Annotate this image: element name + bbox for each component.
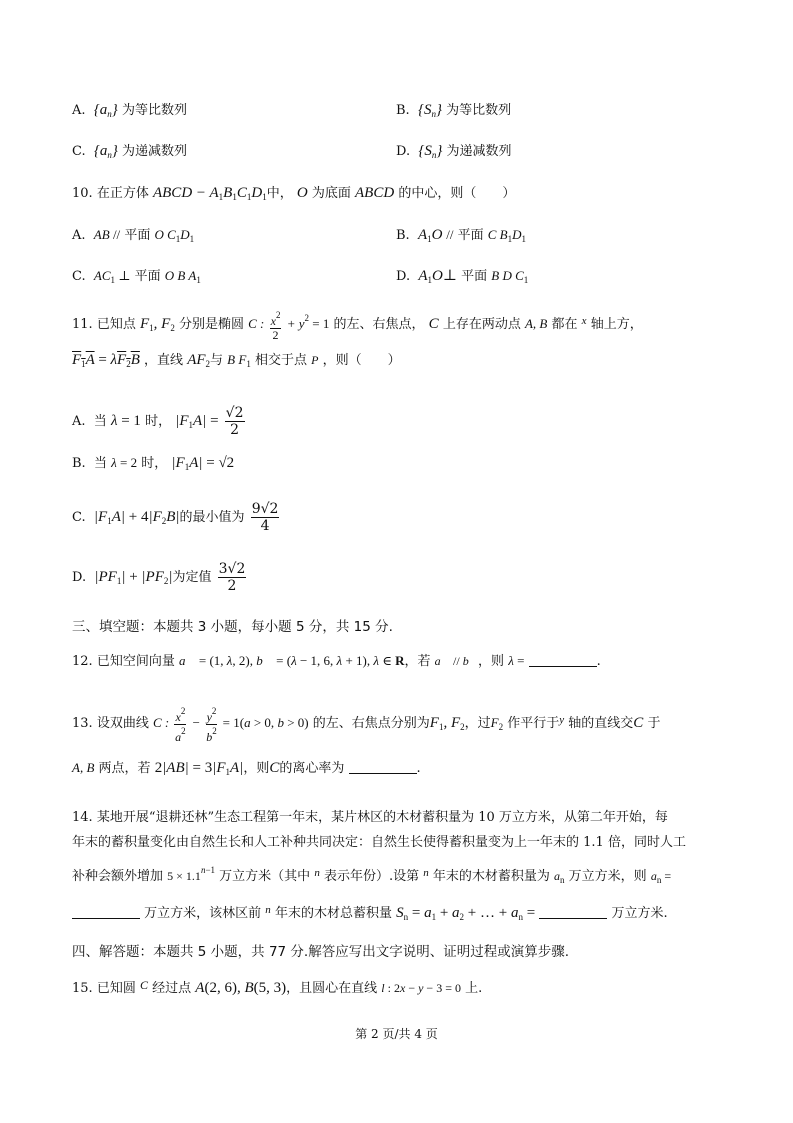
q10-option-c: C. $AC_1$ ⊥ 平面 O B $A_1$ <box>72 268 201 285</box>
q9-option-c: C. $\{a_n\}$ 为递减数列 <box>72 143 188 160</box>
q14-line3: 补种会额外增加 $5 \times 1.1^{n-1}$ 万立方米（其中 $^n$ 表示年份）.设第 $^n$ 年末的木材蓄积量为 $a_n$ 万立方米，则 $a_n$ = <box>72 865 672 885</box>
q9-option-d: D. $\{S_n\}$ 为递减数列 <box>396 143 512 160</box>
q9-option-a: A. $\{a_n\}$ 为等比数列 <box>72 102 187 119</box>
seq-sn: $\{S_n\}$ <box>417 102 442 119</box>
points-ab: A(2, 6), B(5, 3) <box>195 980 287 996</box>
q11-stem-line2: $F_1A = \lambda F_2B$ ，直线 $AF_2$与 B $F_1$ 相交于点 P ，则（ ） <box>72 352 401 369</box>
q14-line2: 年末的蓄积量变化由自然生长和人工补种共同决定：自然生长使得蓄积量变为上一年末的 1.1 倍，同时人工 <box>72 835 686 850</box>
sum-formula: $S_n = a_1 + a_2$ + … + $a_n$ = <box>396 905 536 922</box>
q11-option-d: D. $|PF_1| + |PF_2|$为定值 $\frac{3√2}{2}$ <box>72 561 246 594</box>
answer-blank-an[interactable] <box>72 904 140 919</box>
answer-blank[interactable] <box>529 652 597 667</box>
fraction-9sqrt2-over-4: $\frac{9√2}{4}$ <box>251 501 279 534</box>
vector-relation: $F_1A = \lambda F_2B$ <box>72 352 140 369</box>
seq-an: $\{a_n\}$ <box>93 143 118 160</box>
q14-line1: 14. 某地开展“退耕还林”生态工程第一年末，某片林区的木材蓄积量为 10 万立方米，从第二年开始，每 <box>72 810 668 825</box>
seq-sn: $\{S_n\}$ <box>418 143 443 160</box>
q9-option-b: B. $\{S_n\}$ 为等比数列 <box>396 102 512 119</box>
fraction-sqrt2-over-2: $\frac{√2}{2}$ <box>225 405 244 438</box>
section-3-heading: 三、填空题：本题共 3 小题，每小题 5 分，共 15 分. <box>72 619 393 635</box>
q10-option-d: D. $A_1O\perp$ 平面 B D $C_1$ <box>396 268 529 285</box>
page-footer: 第 2 页/共 4 页 <box>355 1027 438 1041</box>
answer-blank[interactable] <box>349 759 417 774</box>
answer-blank-sn[interactable] <box>539 904 607 919</box>
q11-option-b: B. 当 λ = 2 时， $|F_1A| = √2$ <box>72 455 235 472</box>
fraction-3sqrt2-over-2: $\frac{3√2}{2}$ <box>218 561 246 594</box>
q14-line4: 万立方米，该林区前 $^n$ 年末的木材总蓄积量 $S_n = a_1 + a_2$ + … + $a_n$ = 万立方米. <box>72 900 668 927</box>
hyperbola-equation: C : $\frac{x^2}{a^2}$ − $\frac{y^2}{b^2}$ = 1(a > 0, b > 0) <box>152 705 309 744</box>
cube-name: ABCD − $A_1B_1C_1D_1$ <box>152 185 267 202</box>
section-4-heading: 四、解答题：本题共 5 小题，共 77 分.解答应写出文字说明、证明过程或演算步骤. <box>72 944 570 960</box>
q12: 12. 已知空间向量 a⃗ = (1, λ, 2), b⃗ = (λ − 1, 6, λ + 1), λ ∈ R，若 a⃗ // b⃗，则 λ = . <box>72 653 601 669</box>
q10-option-b: B. $A_1O$ // 平面 C $B_1D_1$ <box>396 227 527 244</box>
q11-option-c: C. $|F_1A| + 4|F_2B|$的最小值为 $\frac{9√2}{4}$ <box>72 501 279 534</box>
ellipse-equation: C : $\frac{x^2}{2}$ + $y^2 = 1$ <box>248 309 330 342</box>
q11-option-a: A. 当 λ = 1 时， $|F_1A|$ = $\frac{√2}{2}$ <box>72 405 244 438</box>
seq-an: $\{a_n\}$ <box>93 102 118 119</box>
q13-line2: A, B 两点，若 $2|AB| = 3|F_1A|$，则C的离心率为 . <box>72 760 421 777</box>
q11-stem-line1: 11. 已知点 $F_1$, $F_2$ 分别是椭圆 C : $\frac{x^2}{2}$ + $y^2 = 1$ 的左、右焦点， C 上存在两动点 A, B 都在 $^x$ 轴上方， <box>72 309 643 342</box>
q10-stem: 10. 在正方体 ABCD − $A_1B_1C_1D_1$中， O 为底面 ABCD 的中心，则（ ） <box>72 185 516 202</box>
q15: 15. 已知圆 C 经过点 A(2, 6), B(5, 3)，且圆心在直线 l : 2x − y − 3 = 0 上. <box>72 978 483 996</box>
vectors-def: a⃗ = (1, λ, 2), b⃗ = (λ − 1, 6, λ + 1), λ ∈ R <box>178 653 405 668</box>
q10-option-a: A. AB // 平面 O $C_1D_1$ <box>72 227 195 244</box>
line-equation: l : 2x − y − 3 = 0 <box>381 981 461 995</box>
q13-line1: 13. 设双曲线 C : $\frac{x^2}{a^2}$ − $\frac{y^2}{b^2}$ = 1(a > 0, b > 0) 的左、右焦点分别为$F_1$, $F_2$，过$F_2$ 作平行于$^y$ 轴的直线交C 于 <box>72 705 661 744</box>
